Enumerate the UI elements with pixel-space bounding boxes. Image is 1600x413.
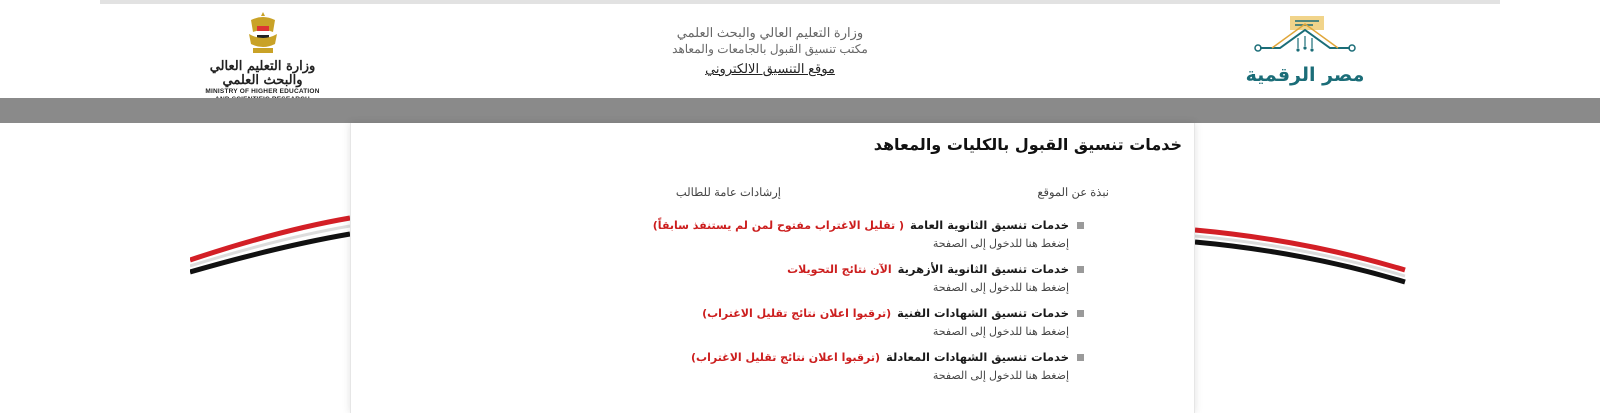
service-title-thanaweya-amma[interactable]: خدمات تنسيق الثانوية العامة	[910, 218, 1069, 232]
grey-navigation-bar	[0, 98, 1600, 123]
digital-egypt-circuit-icon	[1250, 12, 1360, 58]
bullet-square-icon	[1077, 222, 1084, 229]
services-list	[604, 218, 1084, 394]
service-enter-link[interactable]: إضغط هنا للدخول إلى الصفحة	[932, 238, 1069, 250]
header-center-text	[640, 24, 900, 79]
service-enter-link[interactable]: إضغط هنا للدخول إلى الصفحة	[932, 370, 1069, 382]
egypt-flag-swoosh-right	[1185, 210, 1415, 290]
bullet-square-icon	[1077, 266, 1084, 273]
service-note: (ترقبوا اعلان نتائج تقليل الاغتراب)	[702, 306, 892, 320]
digital-egypt-logo[interactable]	[1240, 12, 1370, 98]
ministry-title: وزارة التعليم العالي والبحث العلمي	[676, 25, 864, 40]
service-enter-link[interactable]: إضغط هنا للدخول إلى الصفحة	[932, 326, 1069, 338]
office-title: مكتب تنسيق القبول بالجامعات والمعاهد	[672, 42, 868, 56]
ministry-english-name-line1: MINISTRY OF HIGHER EDUCATION	[205, 88, 320, 95]
service-title-equivalent[interactable]: خدمات تنسيق الشهادات المعادلة	[886, 350, 1069, 364]
bullet-square-icon	[1077, 310, 1084, 317]
bullet-square-icon	[1077, 354, 1084, 361]
site-home-link[interactable]: موقع التنسيق الالكتروني	[705, 61, 835, 76]
list-item	[604, 350, 1084, 384]
service-note: ( تقليل الاغتراب مفتوح لمن لم يستنفذ سابقاً)	[652, 218, 905, 232]
main-content-panel	[350, 123, 1195, 413]
ministry-logo[interactable]	[195, 10, 330, 100]
tab-student-guidelines[interactable]: إرشادات عامة للطالب	[675, 187, 781, 199]
service-title-technical[interactable]: خدمات تنسيق الشهادات الفنية	[897, 306, 1069, 320]
service-note: الآن نتائج التحويلات	[787, 262, 892, 276]
page-title: خدمات تنسيق القبول بالكليات والمعاهد	[873, 135, 1182, 154]
list-item	[604, 306, 1084, 340]
list-item	[604, 218, 1084, 252]
list-item	[604, 262, 1084, 296]
tab-about-site[interactable]: نبذة عن الموقع	[1037, 187, 1109, 199]
service-note: (ترقبوا اعلان نتائج تقليل الاغتراب)	[691, 350, 881, 364]
egypt-eagle-emblem-icon	[245, 10, 281, 58]
ministry-arabic-name: وزارة التعليم العالي والبحث العلمي	[209, 59, 316, 88]
service-enter-link[interactable]: إضغط هنا للدخول إلى الصفحة	[932, 282, 1069, 294]
site-header	[0, 4, 1600, 98]
service-title-azhar[interactable]: خدمات تنسيق الثانوية الأزهرية	[897, 262, 1069, 276]
digital-egypt-text: مصر الرقمية	[1245, 64, 1365, 86]
